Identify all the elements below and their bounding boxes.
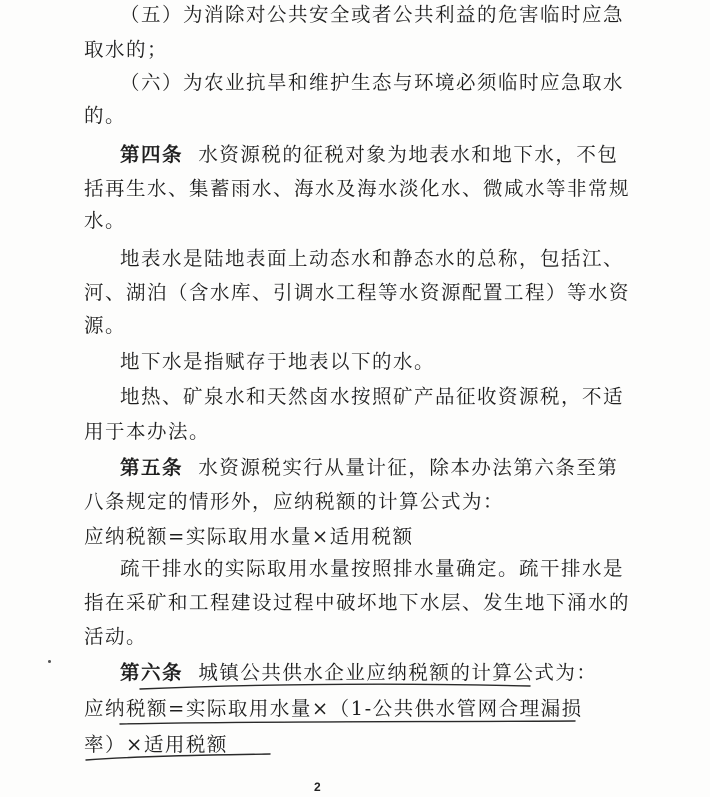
article-4-text: 水资源税的征税对象为地表水和地下水，不包 <box>198 143 619 166</box>
formula-line: 应纳税额=实际取用水量×（1-公共供水管网合理漏损 <box>84 697 583 720</box>
article-4-line <box>120 142 618 168</box>
paragraph-line: 括再生水、集蓄雨水、海水及海水淡化水、微咸水等非常规 <box>84 177 631 200</box>
paragraph-line: （六）为农业抗旱和维护生态与环境必须临时应急取水 <box>120 71 625 94</box>
paragraph-line: 的。 <box>84 104 127 127</box>
paragraph-line: 地热、矿泉水和天然卤水按照矿产品征收资源税，不适 <box>120 385 625 408</box>
paragraph-line: 地下水是指赋存于地表以下的水。 <box>120 350 436 373</box>
scan-speck <box>48 660 51 663</box>
article-5-text: 水资源税实行从量计征，除本办法第六条至第 <box>198 456 619 479</box>
formula-line: 应纳税额=实际取用水量×适用税额 <box>84 525 414 548</box>
article-6-label: 第六条 <box>120 661 184 684</box>
article-6-text: 城镇公共供水企业应纳税额的计算公式为： <box>198 661 598 684</box>
paragraph-line: 指在采矿和工程建设过程中破坏地下水层、发生地下涌水的 <box>84 591 631 614</box>
paragraph-line: 用于本办法。 <box>84 420 211 443</box>
paragraph-line: 源。 <box>84 314 127 337</box>
paragraph-line: 八条规定的情形外，应纳税额的计算公式为： <box>84 490 505 513</box>
paragraph-line: 河、湖泊（含水库、引调水工程等水资源配置工程）等水资 <box>84 281 631 304</box>
article-4-label: 第四条 <box>120 143 184 166</box>
article-5-label: 第五条 <box>120 456 184 479</box>
paragraph-line: 取水的； <box>84 38 169 61</box>
paragraph-line: 活动。 <box>84 625 148 648</box>
paragraph-line: （五）为消除对公共安全或者公共利益的危害临时应急 <box>120 3 625 26</box>
paragraph-line: 水。 <box>84 209 127 232</box>
formula-line: 率）×适用税额 <box>84 733 228 756</box>
article-5-line <box>120 455 618 481</box>
page-number: 2 <box>314 780 321 794</box>
paragraph-line: 地表水是陆地表面上动态水和静态水的总称，包括江、 <box>120 247 625 270</box>
paragraph-line: 疏干排水的实际取用水量按照排水量确定。疏干排水是 <box>120 557 625 580</box>
article-6-line <box>120 660 597 686</box>
